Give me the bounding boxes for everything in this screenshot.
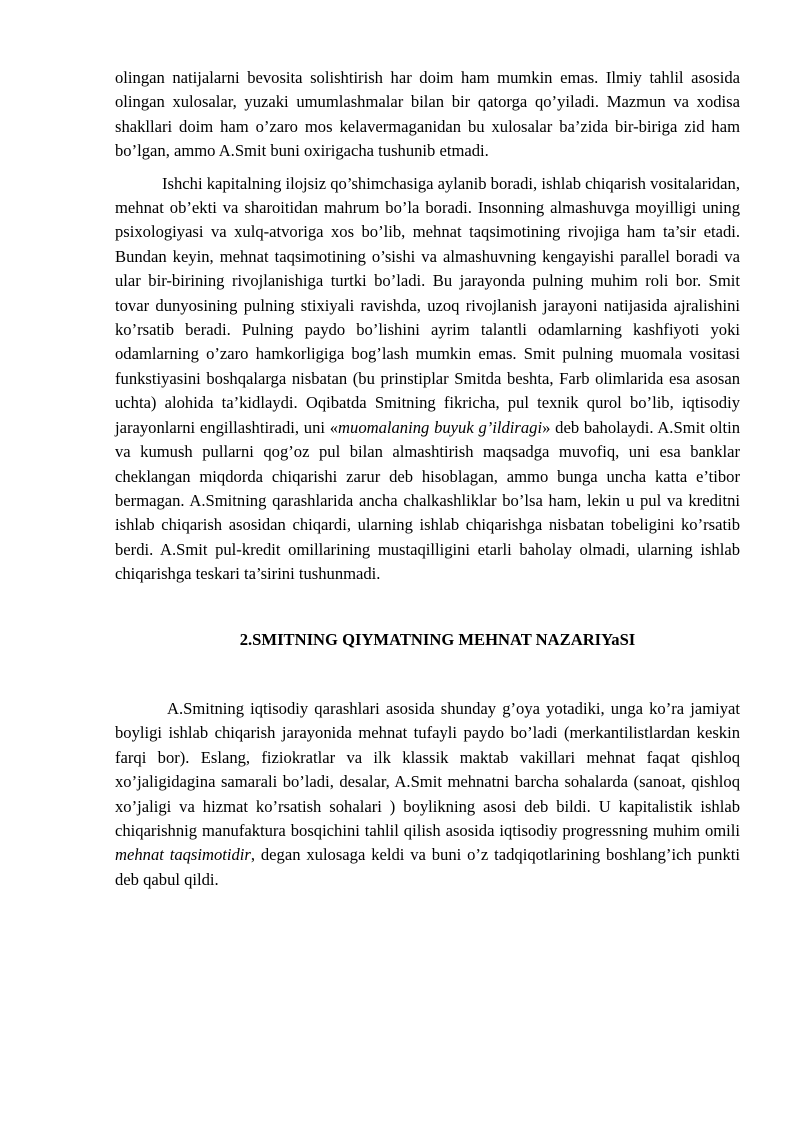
paragraph-3-italic-phrase: mehnat taqsimotidir <box>115 845 251 865</box>
paragraph-1 <box>115 66 740 164</box>
paragraph-3-text-a: A.Smitning iqtisodiy qarashlari asosida shunday g’oya yotadiki, unga ko’ra jamiyat boyligi ishlab chiqarish jarayonida mehnat tufayli paydo bo’ladi (merkantilistlardan keskin farqi bor). Eslang, fiziokratlar va ilk klassik maktab vakillari mehnat faqat qishloq xo’jaligidagina samarali bo’ladi, desalar, A.Smit mehnatni barcha sohalarda (sanoat, qishloq xo’jaligi va hizmat ko’rsatish sohalari ) boylikning asosi deb bildi. U kapitalistik ishlab chiqarishnig manufaktura bosqichini tahlil qilish asosida iqtisodiy progressning muhim omili <box>115 698 740 840</box>
paragraph-2 <box>115 172 740 587</box>
paragraph-1-text: olingan natijalarni bevosita solishtirish har doim ham mumkin emas. Ilmiy tahlil asosida olingan xulosalar, yuzaki umumlashmalar bilan bir qatorga qo’yiladi. Mazmun va xodisa shakllari doim ham o’zaro mos kelavermaganidan bu xulosalar ba’zida bir-biriga zid ham bo’lgan, ammo A.Smit buni oxirigacha tushunib etmadi. <box>115 68 740 161</box>
paragraph-2-text-a: Ishchi kapitalning ilojsiz qo’shimchasiga aylanib boradi, ishlab chiqarish vositalaridan, mehnat ob’ekti va sharoitidan mahrum bo’la boradi. Insonning almashuvga moyilligi uning psixologiyasi va xulq-atvoriga xos bo’lib, mehnat taqsimotining rivojiga ham ta’sir etadi. Bundan keyin, mehnat taqsimotining o’sishi va almashuvning kengayishi parallel boradi va ular bir-birining rivojlanishiga turtki bo’ladi. Bu jarayonda pulning muhim roli bor. Smit tovar dunyosining pulning stixiyali ravishda, uzoq rivojlanish jarayoni natijasida ajralishini ko’rsatib beradi. Pulning paydo bo’lishini ayrim talantli odamlarning kashfiyoti yoki odamlarning o’zaro hamkorligiga bog’lash mumkin emas. Smit pulning muomala vositasi funkstiyasini boshqalarga nisbatan (bu prinstiplar Smitda beshta, Farb olimlarida esa asosan uchta) alohida ta’kidlaydi. Oqibatda Smitning fikricha, pul texnik qurol bo’lib, iqtisodiy jarayonlarni engillashtiradi, uni « <box>115 173 740 437</box>
paragraph-2-text-b: » deb baholaydi. A.Smit oltin va kumush pullarni qog’oz pul bilan almashtirish maqsadga muvofiq, uni esa banklar cheklangan miqdorda chiqarishi zarur deb hisoblagan, ammo bunga uncha katta e’tibor bermagan. A.Smitning qarashlarida ancha chalkashliklar bo’lsa ham, lekin u pul va kreditni ishlab chiqarish asosidan chiqardi, ularning ishlab chiqarishga nisbatan tobeligini ko’rsatib berdi. A.Smit pul-kredit omillarining mustaqilligini etarli baholay olmadi, ularning ishlab chiqarishga teskari ta’sirini tushunmadi. <box>115 417 740 584</box>
document-page <box>115 66 740 892</box>
section-heading: 2.SMITNING QIYMATNING MEHNAT NAZARIYaSI <box>239 629 636 649</box>
paragraph-3 <box>115 697 740 892</box>
paragraph-3-text-b: , degan xulosaga keldi va buni o’z tadqiqotlarining boshlang’ich punkti deb qabul qildi. <box>115 845 740 889</box>
paragraph-2-italic-phrase: muomalaning buyuk g’ildiragi <box>338 417 543 437</box>
